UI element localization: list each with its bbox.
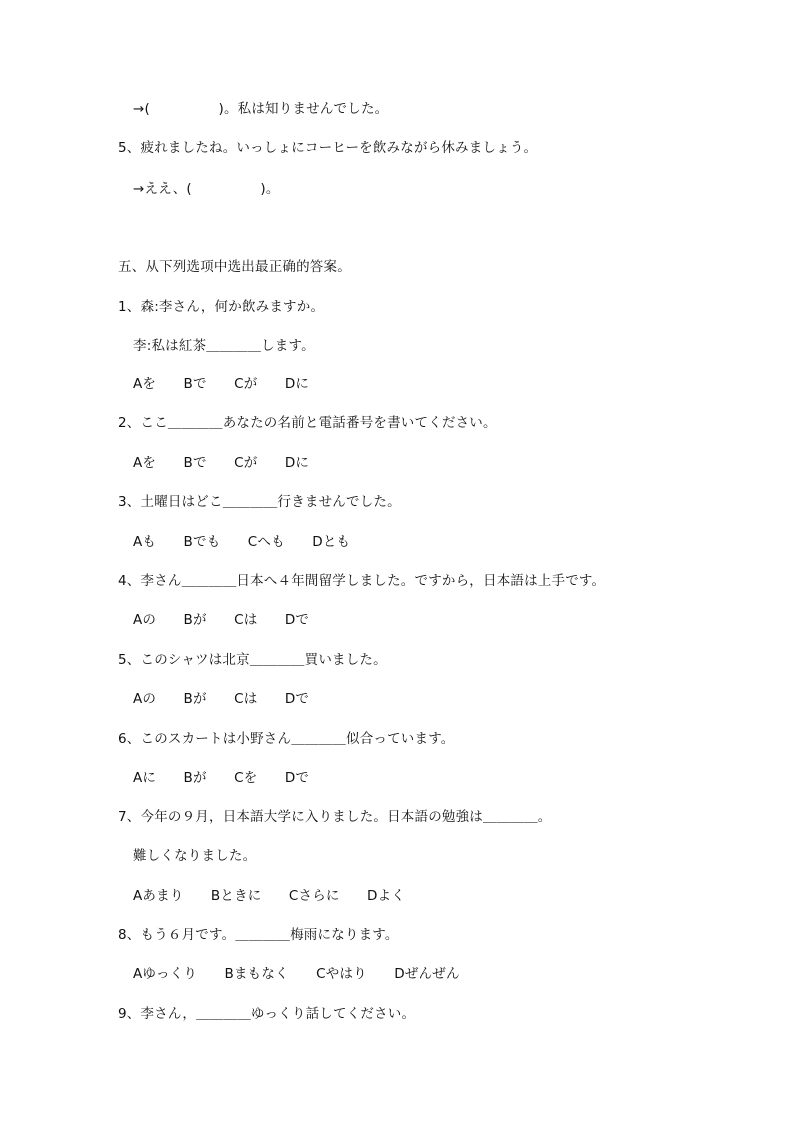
- question-7-text: 7、今年の９月，日本語大学に入りました。日本語の勉強は＿＿＿＿。: [118, 809, 552, 825]
- question-5b-options: Aの Bが Cは Dで: [133, 691, 310, 707]
- question-5b-text: 5、このシャツは北京＿＿＿＿買いました。: [118, 652, 387, 668]
- question-4-options: Aの Bが Cは Dで: [133, 612, 310, 628]
- question-7-options: Aあまり Bときに Cさらに Dよく: [133, 888, 406, 904]
- text-line: →( )。私は知りませんでした。: [133, 101, 389, 117]
- question-9-text: 9、李さん，＿＿＿＿ゆっくり話してください。: [118, 1006, 416, 1022]
- question-5-text: 5、疲れましたね。いっしょにコーヒーを飲みながら休みましょう。: [118, 140, 538, 156]
- question-8-options: Aゆっくり Bまもなく Cやはり Dぜんぜん: [133, 966, 460, 982]
- question-4-text: 4、李さん＿＿＿＿日本へ４年間留学しました。ですから，日本語は上手です。: [118, 573, 606, 589]
- question-6-text: 6、このスカートは小野さん＿＿＿＿似合っています。: [118, 731, 455, 747]
- question-3-options: Aも Bでも Cへも Dとも: [133, 534, 351, 550]
- question-7-text-cont: 難しくなりました。: [133, 848, 257, 864]
- question-2-text: 2、ここ＿＿＿＿あなたの名前と電話番号を書いてください。: [118, 415, 497, 431]
- question-1-options: Aを Bで Cが Dに: [133, 376, 310, 392]
- question-2-options: Aを Bで Cが Dに: [133, 455, 310, 471]
- question-6-options: Aに Bが Cを Dで: [133, 770, 310, 786]
- question-1-text: 1、森:李さん，何か飲みますか。: [118, 299, 325, 315]
- answer-line: →ええ、( )。: [133, 181, 280, 197]
- question-8-text: 8、もう６月です。＿＿＿＿梅雨になります。: [118, 927, 399, 943]
- section-heading: 五、从下列选项中选出最正确的答案。: [118, 259, 351, 275]
- question-1-text-cont: 李:私は紅茶＿＿＿＿します。: [133, 338, 315, 354]
- question-3-text: 3、土曜日はどこ＿＿＿＿行きませんでした。: [118, 494, 401, 510]
